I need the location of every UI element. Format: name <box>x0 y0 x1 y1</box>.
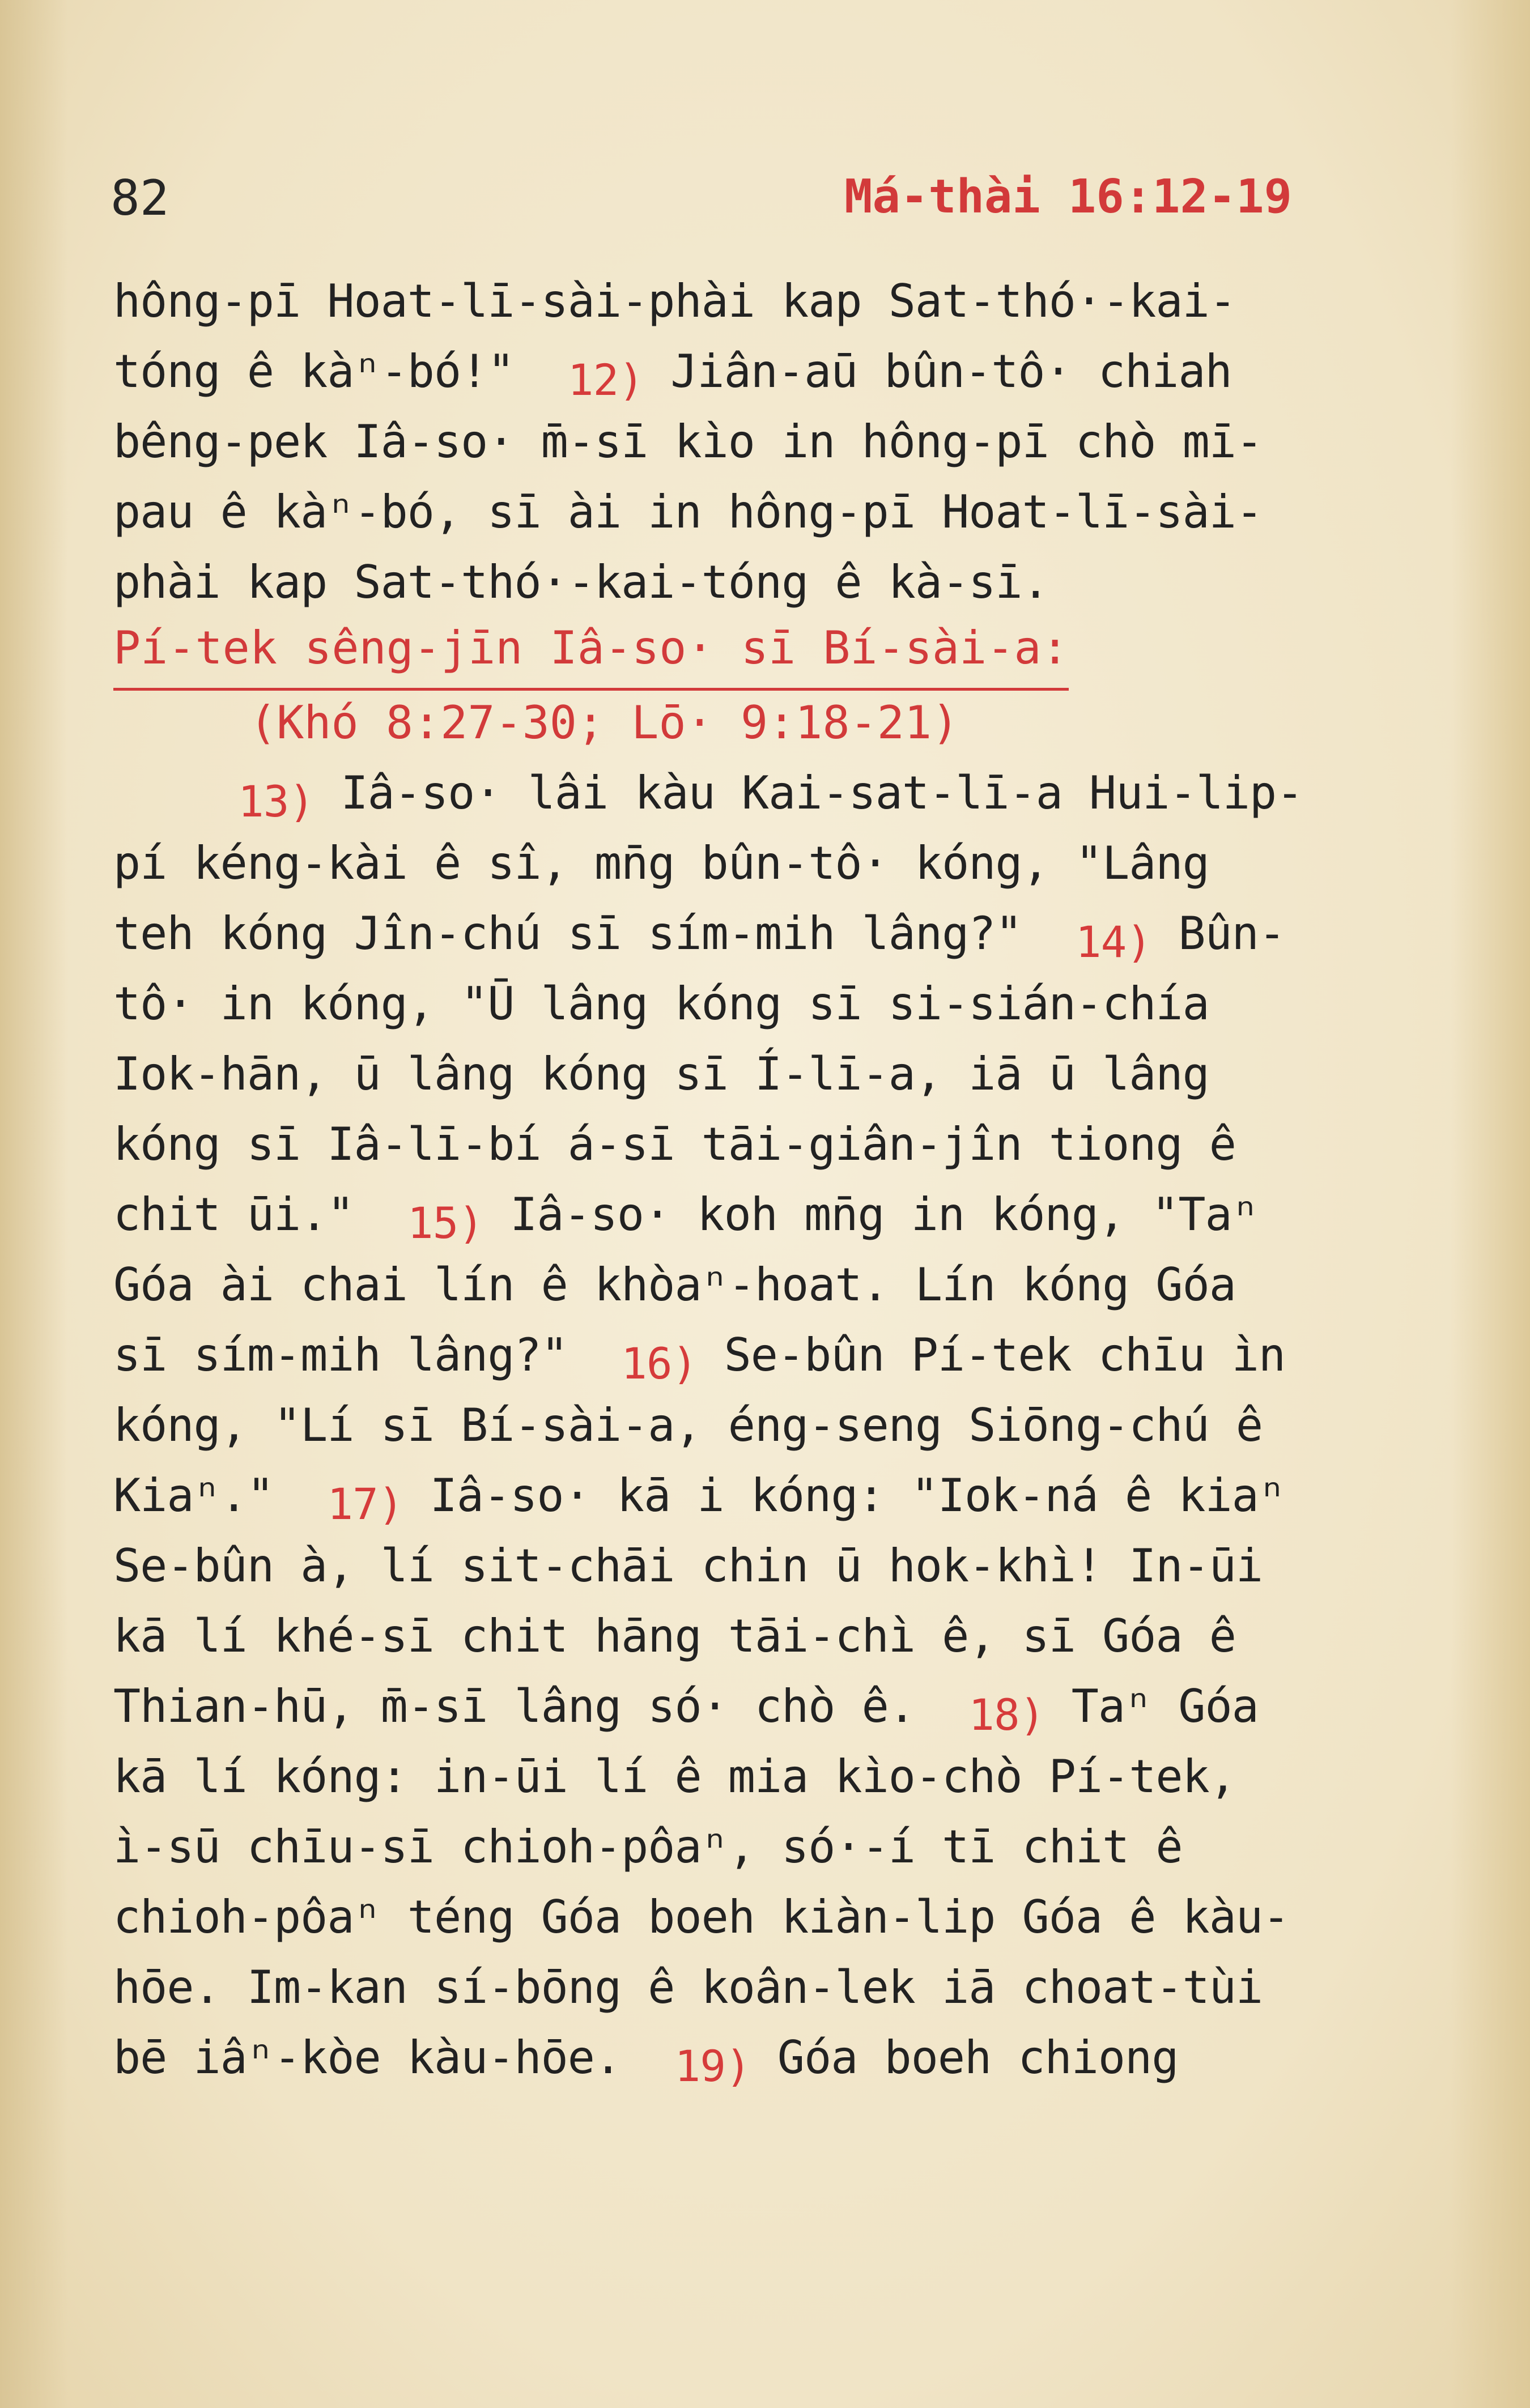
text-line: Iok-hān, ū lâng kóng sī Í-lī-a, iā ū lâng <box>113 1048 1209 1100</box>
text-line: bêng-pek Iâ-so· m̄-sī kìo in hông-pī chò mī- <box>113 415 1263 468</box>
verse-number: 13) <box>238 776 314 827</box>
text-line: chit ūi." 15) Iâ-so· koh mn̄g in kóng, "Taⁿ <box>113 1188 1259 1248</box>
text-line: ì-sū chīu-sī chioh-pôaⁿ, só·-í tī chit ê <box>113 1820 1183 1873</box>
verse-number: 15) <box>407 1198 484 1248</box>
text-line: kā lí khé-sī chit hāng tāi-chì ê, sī Góa ê <box>113 1610 1236 1662</box>
text-line: chioh-pôaⁿ téng Góa boeh kiàn-lip Góa ê kàu- <box>113 1891 1290 1943</box>
text-line: kā lí kóng: in-ūi lí ê mia kìo-chò Pí-tek, <box>113 1750 1236 1803</box>
text-line: phài kap Sat-thó·-kai-tóng ê kà-sī. <box>113 556 1049 609</box>
text-line: bē iâⁿ-kòe kàu-hōe. 19) Góa boeh chiong <box>113 2031 1179 2091</box>
text-line: kóng, "Lí sī Bí-sài-a, éng-seng Siōng-chú ê <box>113 1399 1263 1452</box>
verse-number: 17) <box>327 1479 403 1529</box>
page-number: 82 <box>110 170 169 227</box>
text-line: Góa ài chai lín ê khòaⁿ-hoat. Lín kóng Góa <box>113 1258 1236 1311</box>
text-line: pí kéng-kài ê sî, mn̄g bûn-tô· kóng, "Lâng <box>113 837 1209 890</box>
text-line: sī sím-mih lâng?" 16) Se-bûn Pí-tek chīu ìn <box>113 1329 1286 1389</box>
text-line: Kiaⁿ." 17) Iâ-so· kā i kóng: "Iok-ná ê kiaⁿ <box>113 1469 1286 1529</box>
verse-number: 16) <box>621 1338 698 1389</box>
text-line: tô· in kóng, "Ū lâng kóng sī si-sián-chía <box>113 977 1209 1030</box>
text-line: teh kóng Jîn-chú sī sím-mih lâng?" 14) Bûn- <box>113 907 1286 967</box>
text-line: Se-bûn à, lí sit-chāi chin ū hok-khì! In-ūi <box>113 1539 1263 1592</box>
verse-number: 18) <box>968 1690 1045 1740</box>
page-edge-shadow-left <box>0 0 68 2408</box>
section-heading-row <box>113 618 1400 688</box>
page-header <box>110 170 1292 238</box>
running-head: Má-thài 16:12-19 <box>844 170 1292 224</box>
verse-number: 19) <box>674 2041 751 2091</box>
section-reference: (Khó 8:27-30; Lō· 9:18-21) <box>249 696 959 749</box>
page-edge-shadow-right <box>1451 0 1530 2408</box>
text-line: hōe. Im-kan sí-bōng ê koân-lek iā choat-tùi <box>113 1961 1263 2014</box>
section-heading: Pí-tek sêng-jīn Iâ-so· sī Bí-sài-a: <box>113 618 1069 691</box>
text-line: kóng sī Iâ-lī-bí á-sī tāi-giân-jîn tiong ê <box>113 1118 1236 1171</box>
text-line: hông-pī Hoat-lī-sài-phài kap Sat-thó·-kai- <box>113 275 1236 327</box>
text-line: 13) Iâ-so· lâi kàu Kai-sat-lī-a Hui-lip- <box>238 767 1303 827</box>
text-line: pau ê kàⁿ-bó, sī ài in hông-pī Hoat-lī-sài- <box>113 486 1263 538</box>
verse-number: 12) <box>567 355 644 405</box>
verse-number: 14) <box>1075 917 1152 967</box>
text-body <box>113 266 1400 2093</box>
text-line: tóng ê kàⁿ-bó!" 12) Jiân-aū bûn-tô· chiah <box>113 345 1232 405</box>
text-line: Thian-hū, m̄-sī lâng só· chò ê. 18) Taⁿ Góa <box>113 1680 1259 1740</box>
